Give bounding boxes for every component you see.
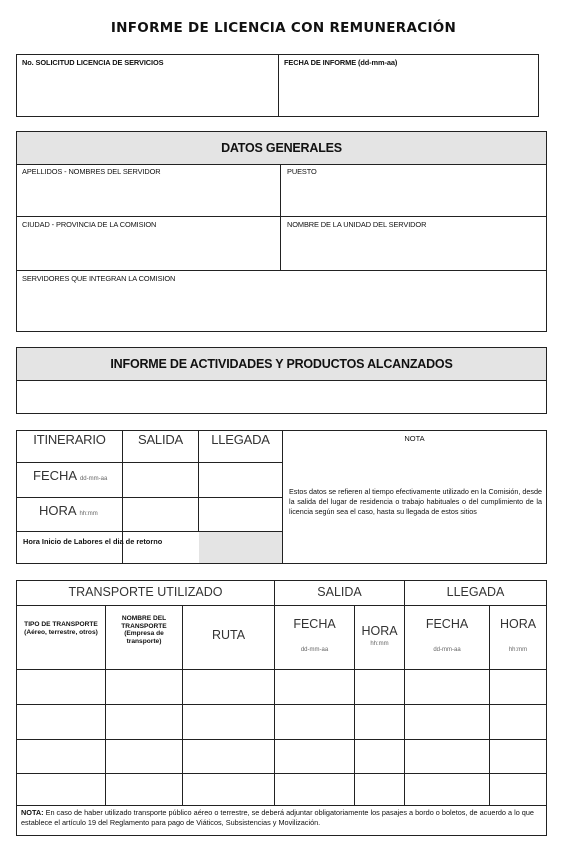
table-row[interactable] bbox=[17, 740, 546, 773]
salida-fecha-field[interactable] bbox=[123, 463, 198, 497]
unidad-field[interactable] bbox=[282, 230, 546, 269]
fecha-informe-field[interactable] bbox=[279, 67, 538, 116]
transporte-section bbox=[16, 580, 547, 836]
apellidos-label: APELLIDOS - NOMBRES DEL SERVIDOR bbox=[22, 167, 161, 176]
tipo-transporte-header: TIPO DE TRANSPORTE (Aéreo, terrestre, otros) bbox=[24, 621, 98, 636]
fecha-label: FECHA bbox=[33, 468, 77, 483]
informe-actividades-field[interactable] bbox=[17, 381, 546, 413]
fecha-row-label bbox=[33, 468, 107, 483]
salida-fecha-header: FECHA bbox=[293, 617, 336, 631]
llegada-hora-format: hh:mm bbox=[508, 647, 528, 653]
hora-row-label bbox=[39, 503, 98, 518]
itinerario-section bbox=[16, 430, 547, 564]
hora-inicio-field[interactable] bbox=[123, 532, 198, 563]
llegada-hora-field[interactable] bbox=[199, 498, 282, 531]
servidores-field[interactable] bbox=[17, 284, 546, 331]
ciudad-field[interactable] bbox=[17, 230, 279, 269]
divider bbox=[280, 165, 281, 270]
puesto-label: PUESTO bbox=[287, 167, 317, 176]
transporte-heading: TRANSPORTE UTILIZADO bbox=[68, 585, 223, 599]
solicitud-field[interactable] bbox=[17, 67, 277, 116]
divider bbox=[17, 605, 546, 606]
servidores-label: SERVIDORES QUE INTEGRAN LA COMISION bbox=[22, 274, 176, 283]
unidad-label: NOMBRE DE LA UNIDAD DEL SERVIDOR bbox=[287, 220, 427, 229]
solicitud-label: No. SOLICITUD LICENCIA DE SERVICIOS bbox=[22, 58, 164, 67]
divider bbox=[282, 431, 283, 563]
header-fields-box bbox=[16, 54, 539, 117]
nota-label: NOTA bbox=[404, 434, 425, 443]
informe-actividades-heading: INFORME DE ACTIVIDADES Y PRODUCTOS ALCANZADOS bbox=[17, 348, 546, 381]
datos-generales-heading: DATOS GENERALES bbox=[17, 132, 546, 165]
hora-format: hh:mm bbox=[79, 511, 98, 517]
fecha-format: dd-mm-aa bbox=[79, 476, 108, 482]
transporte-nota bbox=[21, 808, 544, 828]
informe-actividades-section bbox=[16, 347, 547, 414]
apellidos-field[interactable] bbox=[17, 177, 279, 215]
llegada-fecha-header: FECHA bbox=[425, 617, 469, 631]
table-row[interactable] bbox=[17, 670, 546, 704]
page-title: INFORME DE LICENCIA CON REMUNERACIÓN bbox=[110, 20, 457, 36]
table-row[interactable] bbox=[17, 705, 546, 739]
ruta-header: RUTA bbox=[211, 628, 246, 642]
salida-hora-format: hh:mm bbox=[370, 641, 389, 647]
divider bbox=[17, 270, 546, 271]
hora-label: HORA bbox=[39, 503, 76, 518]
itinerario-header: ITINERARIO bbox=[33, 432, 106, 447]
salida-hora-header: HORA bbox=[361, 624, 398, 638]
nota-text: Estos datos se refieren al tiempo efectivamente utilizado en la Comisión, desde la salida del lugar de residencia o trabajo habituales o del cumplimiento de la licencia según sea el caso, hasta su llegada de estos sitios bbox=[289, 487, 542, 516]
fecha-informe-label: FECHA DE INFORME (dd-mm-aa) bbox=[284, 58, 398, 67]
salida-header: SALIDA bbox=[137, 432, 184, 447]
puesto-field[interactable] bbox=[282, 177, 546, 215]
salida-hora-field[interactable] bbox=[123, 498, 198, 531]
salida-fecha-format: dd-mm-aa bbox=[300, 647, 329, 653]
llegada-header: LLEGADA bbox=[211, 432, 270, 447]
datos-generales-section bbox=[16, 131, 547, 332]
transporte-nota-text: En caso de haber utilizado transporte público aéreo o terrestre, se deberá adjuntar obligatoriamente los pasajes a bordo o boletos, de acuerdo a lo que establece el artículo 19 del Reglamento para pago de Viáticos, Subsistencias y Movilización. bbox=[21, 808, 534, 827]
divider bbox=[17, 805, 546, 806]
hora-inicio-shade bbox=[199, 532, 282, 563]
divider bbox=[17, 216, 546, 217]
llegada-hora-header: HORA bbox=[499, 617, 537, 631]
transporte-llegada-heading: LLEGADA bbox=[446, 585, 505, 599]
table-row[interactable] bbox=[17, 774, 546, 805]
llegada-fecha-format: dd-mm-aa bbox=[433, 647, 461, 653]
transporte-salida-heading: SALIDA bbox=[317, 585, 362, 599]
transporte-nota-prefix: NOTA: bbox=[21, 808, 44, 817]
nombre-transporte-header: NOMBRE DEL TRANSPORTE (Empresa de transporte) bbox=[121, 615, 167, 645]
hora-inicio-label: Hora Inicio de Labores el dia de retorno bbox=[23, 537, 163, 546]
ciudad-label: CIUDAD - PROVINCIA DE LA COMISION bbox=[22, 220, 157, 229]
llegada-fecha-field[interactable] bbox=[199, 463, 282, 497]
